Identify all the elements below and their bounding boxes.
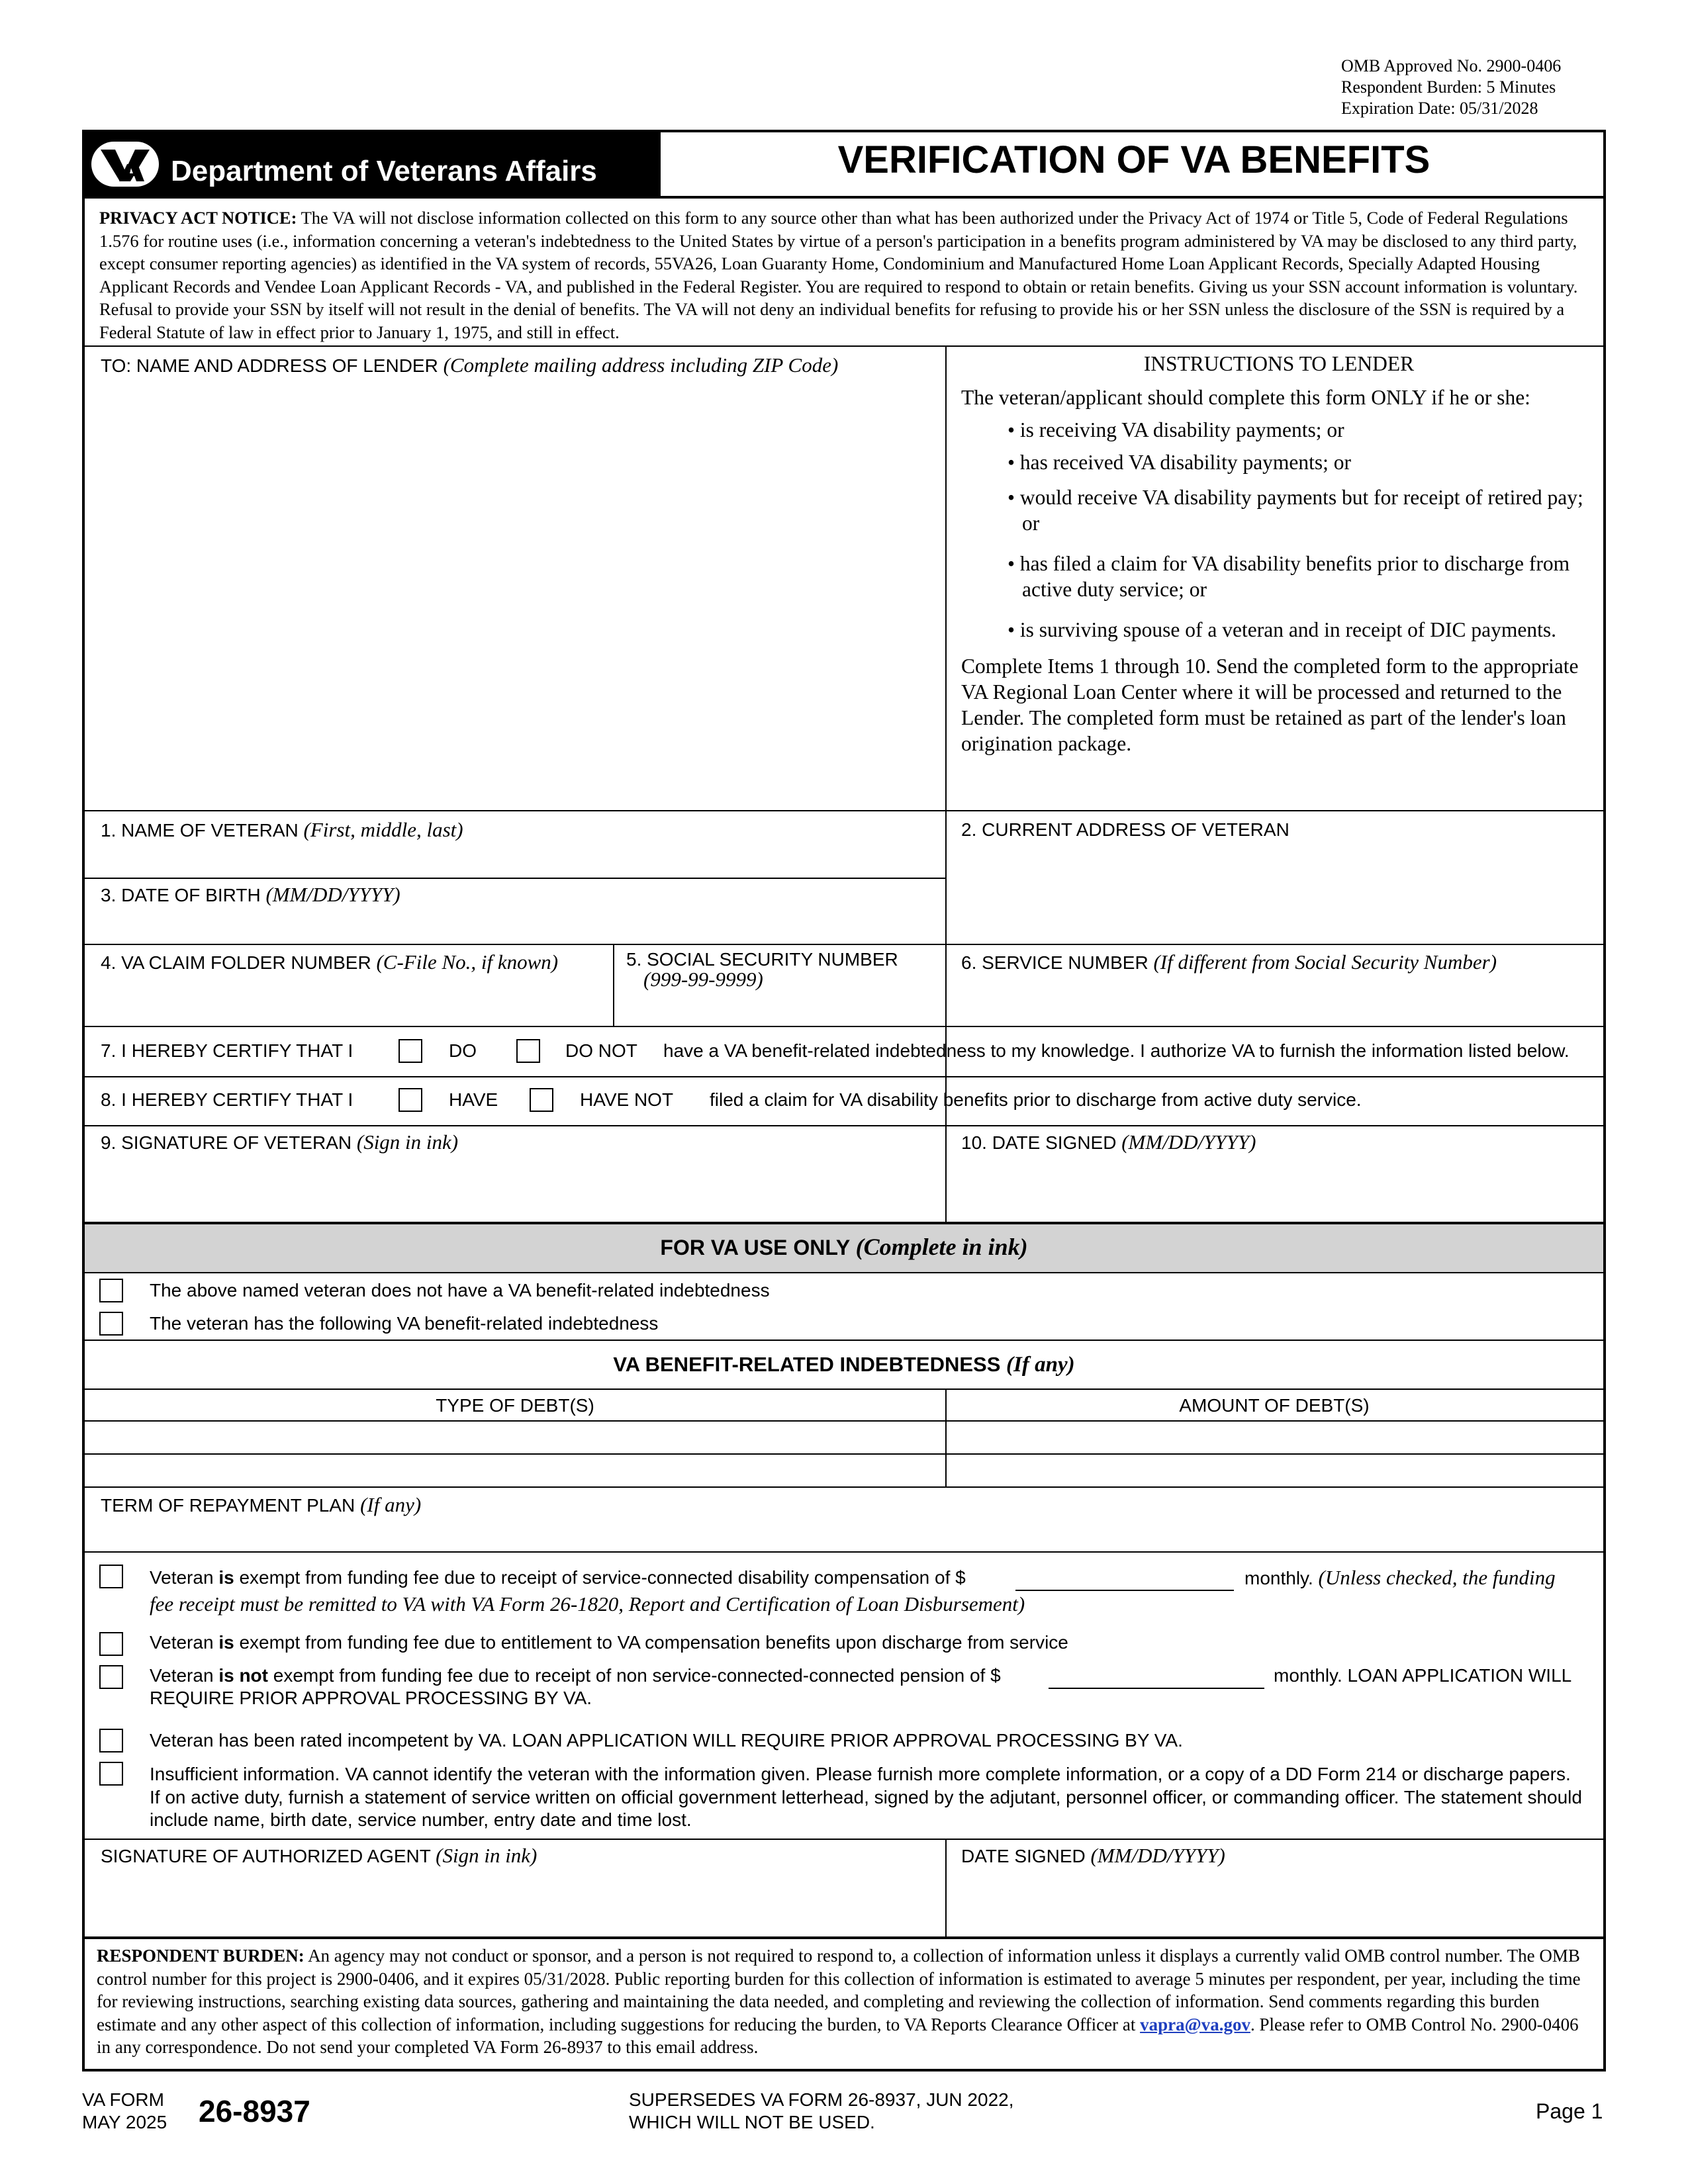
- type-of-debt-header: TYPE OF DEBT(S): [436, 1395, 594, 1416]
- cert8-text: filed a claim for VA disability benefits prior to discharge from active duty service.: [710, 1089, 1362, 1110]
- cert7-do-not-checkbox[interactable]: [516, 1039, 540, 1063]
- insufficient-info-label: Insufficient information. VA cannot identify the veteran with the information given. Please furnish more complete information, or a copy of a DD Form 214 or discharge papers. If on active duty, furnish a statement of service written on official government letterhead, signed by the adjutant, personnel officer, or commanding officer. The statement should include name, birth date, service number, entry date and time lost.: [150, 1764, 1582, 1830]
- omb-info: [1341, 56, 1561, 119]
- agent-signature-label: SIGNATURE OF AUTHORIZED AGENT (Sign in ink): [101, 1844, 538, 1867]
- has-debt-checkbox[interactable]: [99, 1312, 123, 1336]
- amount-of-debt-header: AMOUNT OF DEBT(S): [1179, 1395, 1370, 1416]
- agent-date-label: DATE SIGNED (MM/DD/YYYY): [961, 1844, 1225, 1867]
- va-logo-icon: [89, 138, 162, 191]
- repayment-term-field[interactable]: [87, 1518, 1601, 1549]
- name-label: 1. NAME OF VETERAN (First, middle, last): [101, 818, 463, 841]
- incompetent-label: Veteran has been rated incompetent by VA. LOAN APPLICATION WILL REQUIRE PRIOR APPROVAL PROCESSING BY VA.: [150, 1730, 1183, 1751]
- claim-number-label: 4. VA CLAIM FOLDER NUMBER (C-File No., if known): [101, 950, 559, 974]
- exempt-compensation-checkbox[interactable]: [99, 1565, 123, 1588]
- cert7-text: have a VA benefit-related indebtedness to my knowledge. I authorize VA to furnish the information listed below.: [663, 1040, 1570, 1061]
- divider: [85, 1420, 1603, 1422]
- form-frame: [82, 130, 1606, 2071]
- service-number-label: 6. SERVICE NUMBER (If different from Social Security Number): [961, 950, 1497, 974]
- cert8-have-not-checkbox[interactable]: [530, 1088, 553, 1112]
- form-number: 26-8937: [199, 2094, 310, 2128]
- address-label: 2. CURRENT ADDRESS OF VETERAN: [961, 819, 1289, 840]
- debt-type-cell[interactable]: [87, 1456, 941, 1484]
- divider: [85, 1076, 1603, 1077]
- debt-amount-cell[interactable]: [948, 1456, 1601, 1484]
- veteran-name-field[interactable]: [87, 842, 941, 875]
- service-number-field[interactable]: [948, 979, 1601, 1022]
- form-label: VA FORM MAY 2025: [82, 2089, 167, 2132]
- privacy-notice: [99, 206, 1595, 343]
- omb-expiration: Expiration Date: 05/31/2028: [1341, 99, 1538, 118]
- lender-address-field[interactable]: [87, 379, 941, 670]
- signature-label: 9. SIGNATURE OF VETERAN (Sign in ink): [101, 1130, 459, 1154]
- department-banner: [85, 132, 661, 196]
- divider: [85, 1388, 1603, 1390]
- no-debt-label: The above named veteran does not have a VA benefit-related indebtedness: [150, 1280, 770, 1300]
- page-number: Page 1: [1536, 2099, 1603, 2123]
- date-signed-label: 10. DATE SIGNED (MM/DD/YYYY): [961, 1130, 1256, 1154]
- has-debt-label: The veteran has the following VA benefit-related indebtedness: [150, 1313, 659, 1334]
- form-title: VERIFICATION OF VA BENEFITS: [837, 138, 1430, 181]
- divider: [945, 1839, 947, 1936]
- no-debt-checkbox[interactable]: [99, 1279, 123, 1302]
- incompetent-checkbox[interactable]: [99, 1729, 123, 1752]
- instruction-bullet: • is surviving spouse of a veteran and in receipt of DIC payments.: [1008, 618, 1556, 641]
- compensation-amount-field[interactable]: [1015, 1590, 1234, 1591]
- cert7-do-label: DO: [449, 1040, 477, 1061]
- instructions-closing: Complete Items 1 through 10. Send the completed form to the appropriate VA Regional Loan Center where it will be processed and returned to the Lender. The completed form must be retained as part of the lender's loan origination package.: [961, 655, 1579, 755]
- instructions-title: INSTRUCTIONS TO LENDER: [1143, 352, 1415, 375]
- exempt-compensation-monthly: monthly. (Unless checked, the funding: [1244, 1566, 1556, 1589]
- divider: [945, 1125, 947, 1222]
- department-name: Department of Veterans Affairs: [171, 155, 597, 187]
- omb-burden: Respondent Burden: 5 Minutes: [1341, 77, 1556, 97]
- lender-label: TO: NAME AND ADDRESS OF LENDER (Complete mailing address including ZIP Code): [101, 353, 839, 377]
- supersedes-note: SUPERSEDES VA FORM 26-8937, JUN 2022, WHICH WILL NOT BE USED.: [629, 2089, 1014, 2132]
- date-signed-field[interactable]: [948, 1156, 1601, 1219]
- divider: [85, 944, 1603, 945]
- divider: [85, 1486, 1603, 1488]
- agent-date-field[interactable]: [948, 1869, 1601, 1934]
- instruction-bullet: • has filed a claim for VA disability benefits prior to discharge from active duty service; or: [1008, 552, 1570, 601]
- not-exempt-pension-line2: REQUIRE PRIOR APPROVAL PROCESSING BY VA.: [150, 1688, 592, 1708]
- instructions: [961, 351, 1597, 756]
- privacy-text: The VA will not disclose information collected on this form to any source other than what has been authorized under the Privacy Act of 1974 or Title 5, Code of Federal Regulations 1.576 for routine uses (i.e., information concerning a veteran's indebtedness to the United States by virtue of a person's participation in a benefits program administered by VA may be disclosed to any third party, except consumer reporting agencies) as identified in the VA system of records, 55VA26, Loan Guaranty Home, Condominium and Manufactured Home Loan Applicant Records, Specially Adapted Housing Applicant Records and Vendee Loan Applicant Records - VA, and published in the Federal Register. You are required to respond to obtain or retain benefits. Giving us your SSN account information is voluntary. Refusal to provide your SSN by itself will not result in the denial of benefits. The VA will not deny an individual benefits for refusing to provide his or her SSN unless the disclosure of the SSN is required by a Federal Statute of law in effect prior to January 1, 1975, and still in effect.: [99, 208, 1578, 342]
- ssn-field[interactable]: [618, 993, 940, 1022]
- claim-number-field[interactable]: [87, 979, 608, 1022]
- exempt-discharge-label: Veteran is exempt from funding fee due to entitlement to VA compensation benefits upon discharge from service: [150, 1632, 1068, 1653]
- ssn-label: 5. SOCIAL SECURITY NUMBER: [626, 949, 898, 970]
- agent-signature-field[interactable]: [87, 1869, 941, 1934]
- respondent-burden: RESPONDENT BURDEN: An agency may not conduct or sponsor, and a person is not required to respond to, a collection of information unless it displays a currently valid OMB control number. The OMB control number for this project is 2900-0406, and it expires 05/31/2028. Public reporting burden for this collection of information is estimated to average 5 minutes per respondent, per year, including the time for reviewing instructions, searching existing data sources, gathering and maintaining the data needed, and completing and reviewing the collection of information. Send comments regarding this burden estimate and any other aspect of this collection of information, including suggestions for reducing the burden, to VA Reports Clearance Officer at vapra@va.gov. Please refer to OMB Control No. 2900-0406 in any correspondence. Do not send your completed VA Form 26-8937 to this email address.: [97, 1946, 1581, 2057]
- dob-field[interactable]: [87, 907, 941, 940]
- pension-amount-field[interactable]: [1049, 1688, 1264, 1689]
- divider: [85, 1839, 1603, 1840]
- divider: [85, 1026, 1603, 1027]
- divider: [85, 1551, 1603, 1553]
- privacy-heading: PRIVACY ACT NOTICE:: [99, 208, 297, 228]
- veteran-address-field[interactable]: [948, 842, 1601, 940]
- instruction-bullet: • would receive VA disability payments but for receipt of retired pay; or: [1008, 486, 1583, 535]
- divider: [85, 1936, 1603, 1939]
- debt-amount-cell[interactable]: [948, 1423, 1601, 1451]
- dob-label: 3. DATE OF BIRTH (MM/DD/YYYY): [101, 883, 400, 906]
- va-use-title: FOR VA USE ONLY (Complete in ink): [660, 1234, 1028, 1260]
- instructions-intro: The veteran/applicant should complete this form ONLY if he or she:: [961, 386, 1530, 409]
- term-label: TERM OF REPAYMENT PLAN (If any): [101, 1493, 422, 1516]
- cert7-do-checkbox[interactable]: [399, 1039, 422, 1063]
- divider: [85, 196, 1603, 199]
- veteran-signature-field[interactable]: [87, 1156, 941, 1219]
- exempt-compensation-label: Veteran is exempt from funding fee due to receipt of service-connected disability compensation of $: [150, 1567, 966, 1588]
- divider: [945, 345, 947, 1140]
- divider: [85, 1453, 1603, 1455]
- cert7-do-not-label: DO NOT: [565, 1040, 637, 1061]
- not-exempt-pension-checkbox[interactable]: [99, 1665, 123, 1689]
- email-link[interactable]: vapra@va.gov: [1140, 2014, 1250, 2034]
- ssn-hint: (999-99-9999): [643, 968, 763, 991]
- cert8-prefix: 8. I HEREBY CERTIFY THAT I: [101, 1089, 353, 1110]
- cert8-have-label: HAVE: [449, 1089, 498, 1110]
- divider: [85, 878, 945, 879]
- not-exempt-pension-monthly: monthly. LOAN APPLICATION WILL: [1274, 1665, 1572, 1686]
- divider: [85, 1340, 1603, 1341]
- debt-type-cell[interactable]: [87, 1423, 941, 1451]
- cert7-prefix: 7. I HEREBY CERTIFY THAT I: [101, 1040, 353, 1061]
- cert8-have-checkbox[interactable]: [399, 1088, 422, 1112]
- divider: [85, 810, 1603, 811]
- omb-approved: OMB Approved No. 2900-0406: [1341, 56, 1562, 75]
- divider: [85, 345, 1603, 347]
- instruction-bullet: • has received VA disability payments; or: [1008, 451, 1352, 474]
- insufficient-info-checkbox[interactable]: [99, 1762, 123, 1786]
- cert8-have-not-label: HAVE NOT: [580, 1089, 674, 1110]
- debt-title: VA BENEFIT-RELATED INDEBTEDNESS (If any): [613, 1353, 1075, 1377]
- lender-hint: (Complete mailing address including ZIP Code): [443, 353, 839, 377]
- exempt-discharge-checkbox[interactable]: [99, 1632, 123, 1656]
- divider: [85, 1125, 1603, 1126]
- divider: [613, 944, 614, 1026]
- exempt-compensation-hint: fee receipt must be remitted to VA with VA Form 26-1820, Report and Certification of Loan Disbursement): [150, 1592, 1025, 1615]
- instruction-bullet: • is receiving VA disability payments; or: [1008, 418, 1344, 441]
- divider: [85, 1272, 1603, 1273]
- not-exempt-pension-label: Veteran is not exempt from funding fee due to receipt of non service-connected-connected pension of $: [150, 1665, 1001, 1686]
